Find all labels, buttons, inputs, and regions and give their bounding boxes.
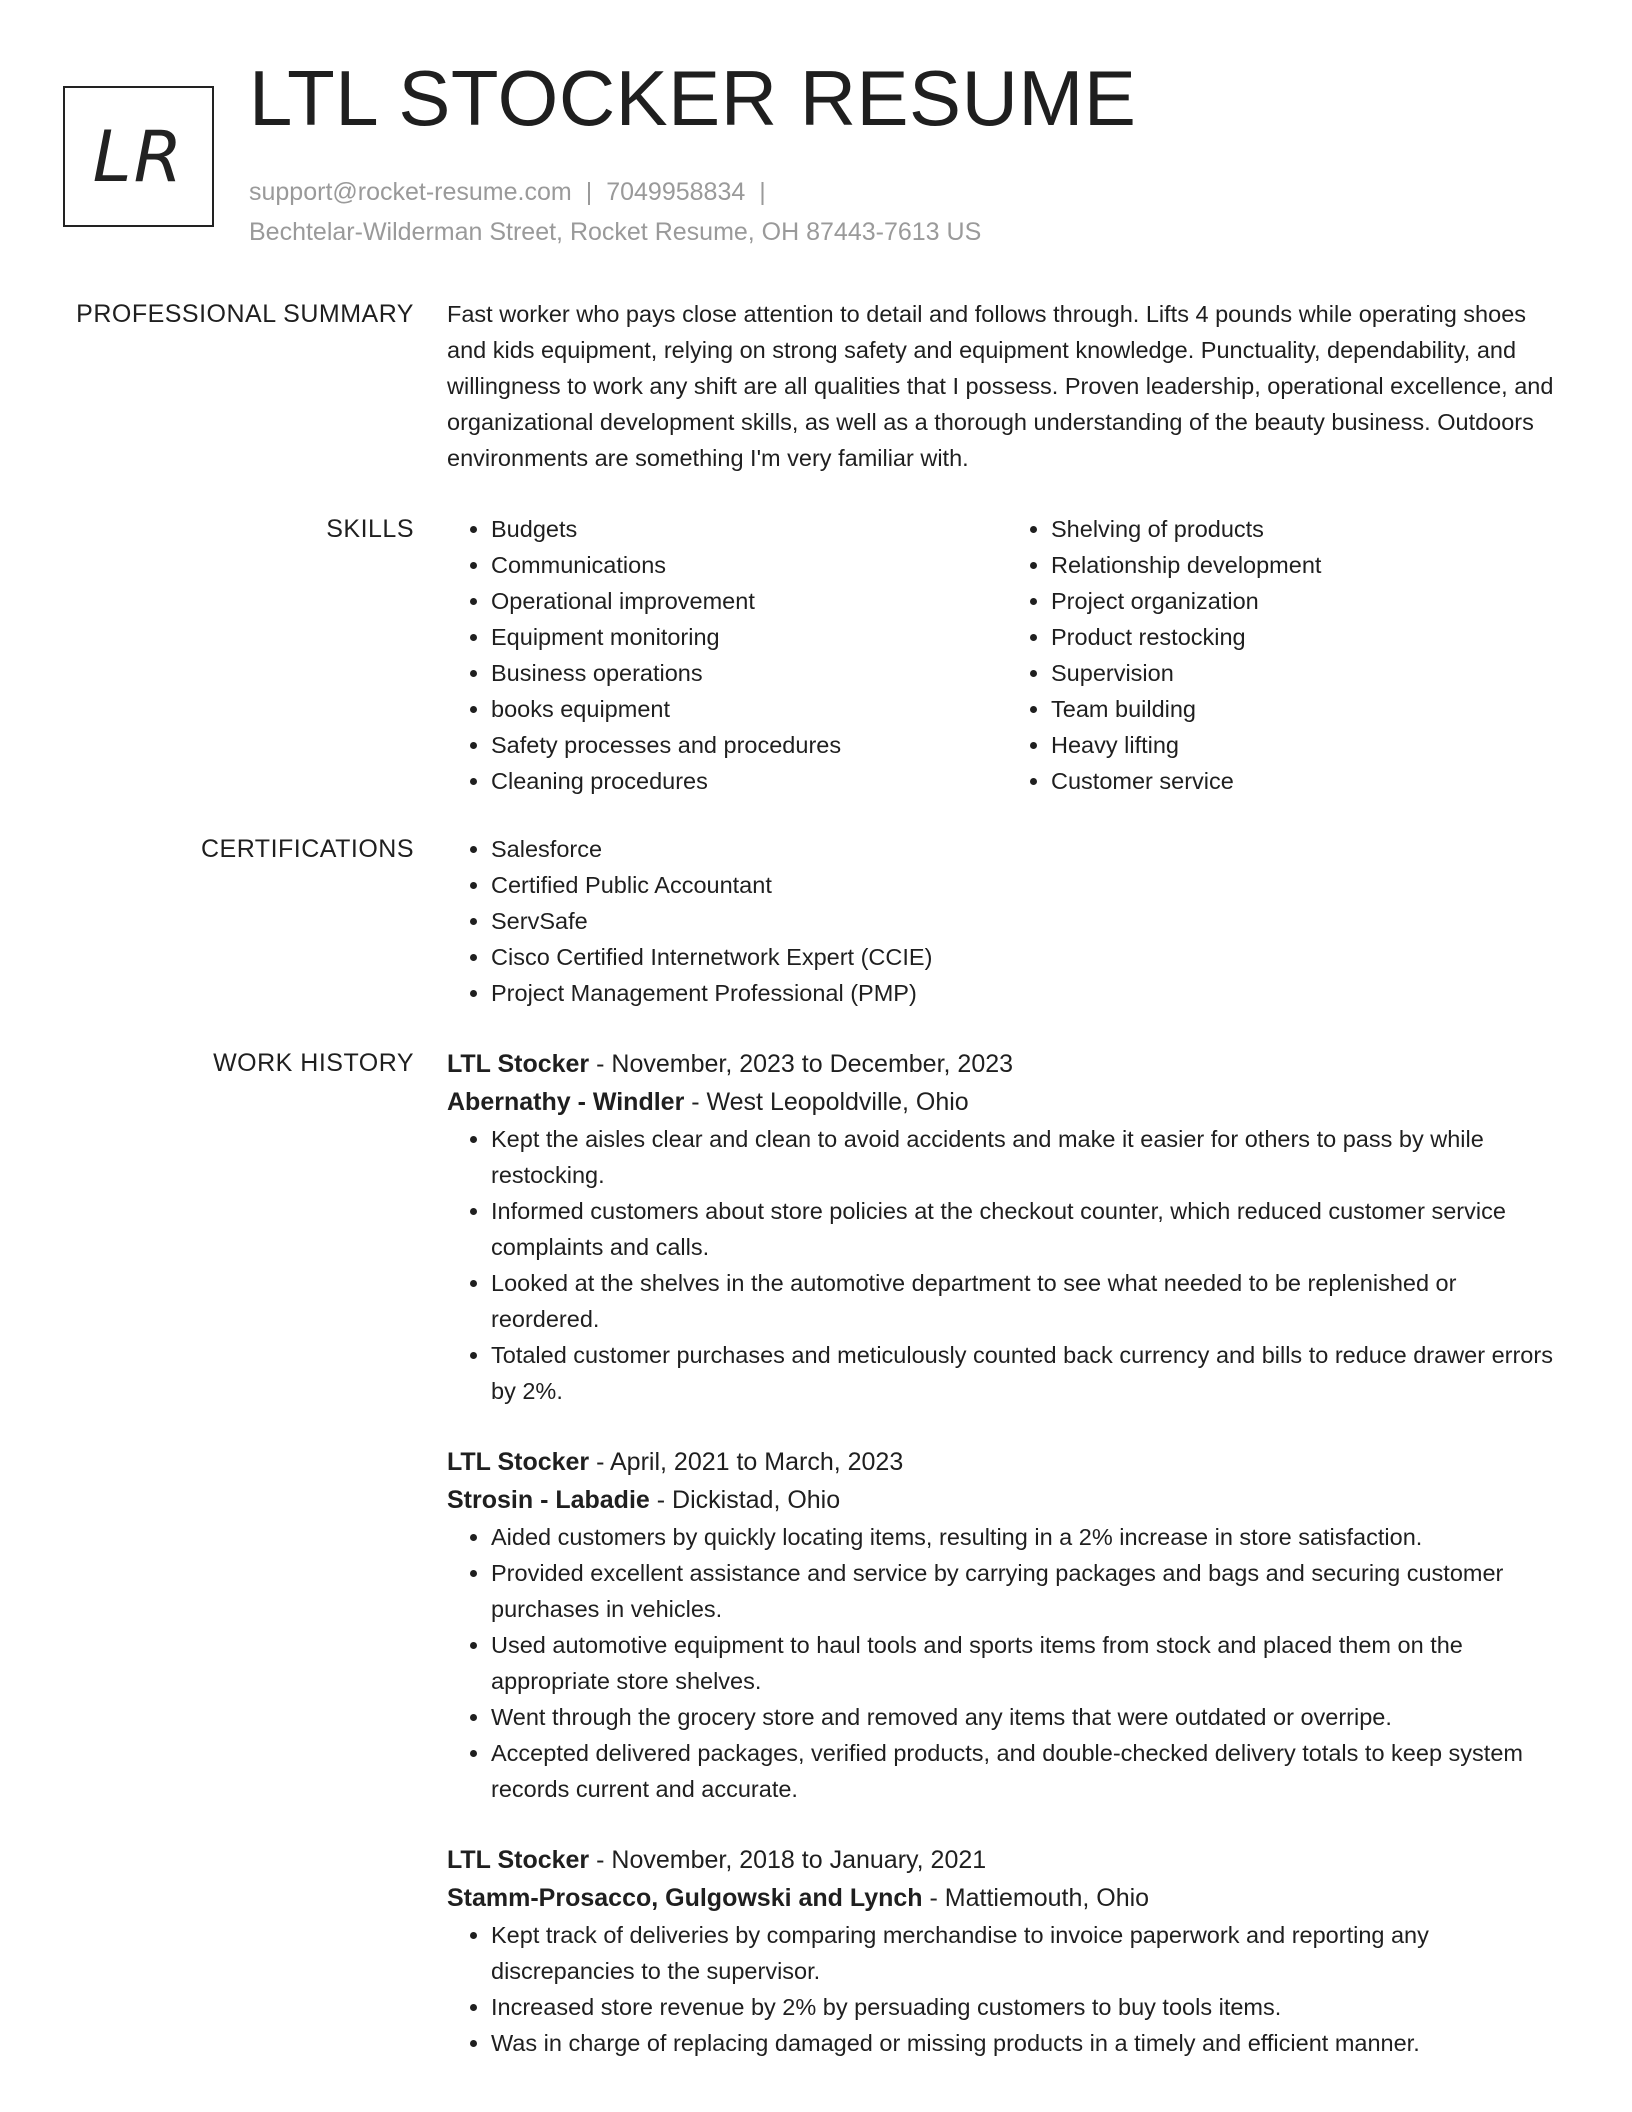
job-bullet: • Was in charge of replacing damaged or missing products in a timely and efficient manner. bbox=[491, 2025, 1567, 2061]
job-title: LTL Stocker bbox=[447, 1846, 590, 1874]
job-dates: - April, 2021 to March, 2023 bbox=[589, 1448, 904, 1476]
skills-label: SKILLS bbox=[326, 515, 414, 543]
certification-item: • Cisco Certified Internetwork Expert (CCIE) bbox=[491, 939, 1567, 975]
job-bullet-list bbox=[447, 1519, 1567, 1807]
job-entry bbox=[447, 1045, 1567, 1409]
certification-item: • Certified Public Accountant bbox=[491, 867, 1567, 903]
job-bullet: • Used automotive equipment to haul tools and sports items from stock and placed them on the appropriate store shelves. bbox=[491, 1627, 1567, 1699]
job-bullet: • Informed customers about store policies at the checkout counter, which reduced customer service complaints and calls. bbox=[491, 1193, 1567, 1265]
skill-item: • Communications bbox=[491, 547, 1007, 583]
summary-label: PROFESSIONAL SUMMARY bbox=[76, 300, 414, 328]
skill-item: • Team building bbox=[1051, 691, 1567, 727]
resume-title: LTL STOCKER RESUME bbox=[249, 54, 1137, 142]
job-entry bbox=[447, 1841, 1567, 2061]
contact-separator: | bbox=[759, 178, 766, 206]
skill-item: • Supervision bbox=[1051, 655, 1567, 691]
contact-info bbox=[249, 172, 981, 252]
skill-item: • Customer service bbox=[1051, 763, 1567, 799]
skill-item: • Operational improvement bbox=[491, 583, 1007, 619]
skill-item: • Budgets bbox=[491, 511, 1007, 547]
job-company: Stamm-Prosacco, Gulgowski and Lynch bbox=[447, 1884, 923, 1912]
skill-item: • Equipment monitoring bbox=[491, 619, 1007, 655]
job-location: - West Leopoldville, Ohio bbox=[684, 1088, 969, 1116]
certification-item: • ServSafe bbox=[491, 903, 1567, 939]
job-bullet: • Aided customers by quickly locating items, resulting in a 2% increase in store satisfaction. bbox=[491, 1519, 1567, 1555]
skills-list-left bbox=[447, 511, 1007, 799]
job-bullet-list bbox=[447, 1917, 1567, 2061]
job-location: - Mattiemouth, Ohio bbox=[922, 1884, 1150, 1912]
job-company-line bbox=[447, 1879, 1567, 1917]
contact-address: Bechtelar-Wilderman Street, Rocket Resume, OH 87443-7613 US bbox=[249, 218, 982, 246]
job-title-line bbox=[447, 1443, 1567, 1481]
job-bullet: • Looked at the shelves in the automotive department to see what needed to be replenished or reordered. bbox=[491, 1265, 1567, 1337]
contact-phone[interactable]: 7049958834 bbox=[606, 178, 746, 206]
job-entry bbox=[447, 1443, 1567, 1807]
certifications-label: CERTIFICATIONS bbox=[200, 835, 414, 863]
job-dates: - November, 2023 to December, 2023 bbox=[589, 1050, 1014, 1078]
job-bullet: • Went through the grocery store and removed any items that were outdated or overripe. bbox=[491, 1699, 1567, 1735]
skill-item: • books equipment bbox=[491, 691, 1007, 727]
certification-item: • Salesforce bbox=[491, 831, 1567, 867]
work-history-label: WORK HISTORY bbox=[213, 1049, 414, 1077]
job-title-line bbox=[447, 1045, 1567, 1083]
skills-list-right bbox=[1007, 511, 1567, 799]
skill-item: • Project organization bbox=[1051, 583, 1567, 619]
job-company-line bbox=[447, 1481, 1567, 1519]
certifications-body bbox=[447, 831, 1567, 1011]
skill-item: • Heavy lifting bbox=[1051, 727, 1567, 763]
skill-item: • Business operations bbox=[491, 655, 1007, 691]
skill-item: • Product restocking bbox=[1051, 619, 1567, 655]
job-company: Abernathy - Windler bbox=[447, 1088, 685, 1116]
certification-item: • Project Management Professional (PMP) bbox=[491, 975, 1567, 1011]
job-company-line bbox=[447, 1083, 1567, 1121]
job-location: - Dickistad, Ohio bbox=[649, 1486, 841, 1514]
job-title: LTL Stocker bbox=[447, 1050, 590, 1078]
monogram-text: LR bbox=[92, 115, 185, 198]
summary-body bbox=[447, 296, 1567, 476]
job-bullet: • Totaled customer purchases and meticulously counted back currency and bills to reduce drawer errors by 2%. bbox=[491, 1337, 1567, 1409]
job-title-line bbox=[447, 1841, 1567, 1879]
summary-text: Fast worker who pays close attention to detail and follows through. Lifts 4 pounds while operating shoes and kids equipment, relying on strong safety and equipment knowledge. Punctuality, dependability, and willingness to work any shift are all qualities that I possess. Proven leadership, operational excellence, and organizational development skills, as well as a thorough understanding of the beauty business. Outdoors environments are something I'm very familiar with. bbox=[447, 301, 1554, 471]
work-history-body bbox=[447, 1045, 1567, 2095]
job-bullet: • Accepted delivered packages, verified products, and double-checked delivery totals to keep system records current and accurate. bbox=[491, 1735, 1567, 1807]
contact-separator: | bbox=[585, 178, 593, 206]
monogram-logo bbox=[63, 86, 214, 227]
skills-body bbox=[447, 511, 1567, 799]
contact-email[interactable]: support@rocket-resume.com bbox=[249, 178, 572, 206]
skill-item: • Cleaning procedures bbox=[491, 763, 1007, 799]
skill-item: • Safety processes and procedures bbox=[491, 727, 1007, 763]
job-dates: - November, 2018 to January, 2021 bbox=[589, 1846, 987, 1874]
job-bullet: • Provided excellent assistance and service by carrying packages and bags and securing customer purchases in vehicles. bbox=[491, 1555, 1567, 1627]
job-title: LTL Stocker bbox=[447, 1448, 590, 1476]
job-bullet: • Kept the aisles clear and clean to avoid accidents and make it easier for others to pass by while restocking. bbox=[491, 1121, 1567, 1193]
skill-item: • Shelving of products bbox=[1051, 511, 1567, 547]
skills-columns bbox=[447, 511, 1567, 799]
job-bullet: • Increased store revenue by 2% by persuading customers to buy tools items. bbox=[491, 1989, 1567, 2025]
job-bullet-list bbox=[447, 1121, 1567, 1409]
certifications-list bbox=[447, 831, 1567, 1011]
skill-item: • Relationship development bbox=[1051, 547, 1567, 583]
contact-line-1 bbox=[249, 172, 981, 212]
job-company: Strosin - Labadie bbox=[447, 1486, 650, 1514]
job-bullet: • Kept track of deliveries by comparing merchandise to invoice paperwork and reporting any discrepancies to the supervisor. bbox=[491, 1917, 1567, 1989]
